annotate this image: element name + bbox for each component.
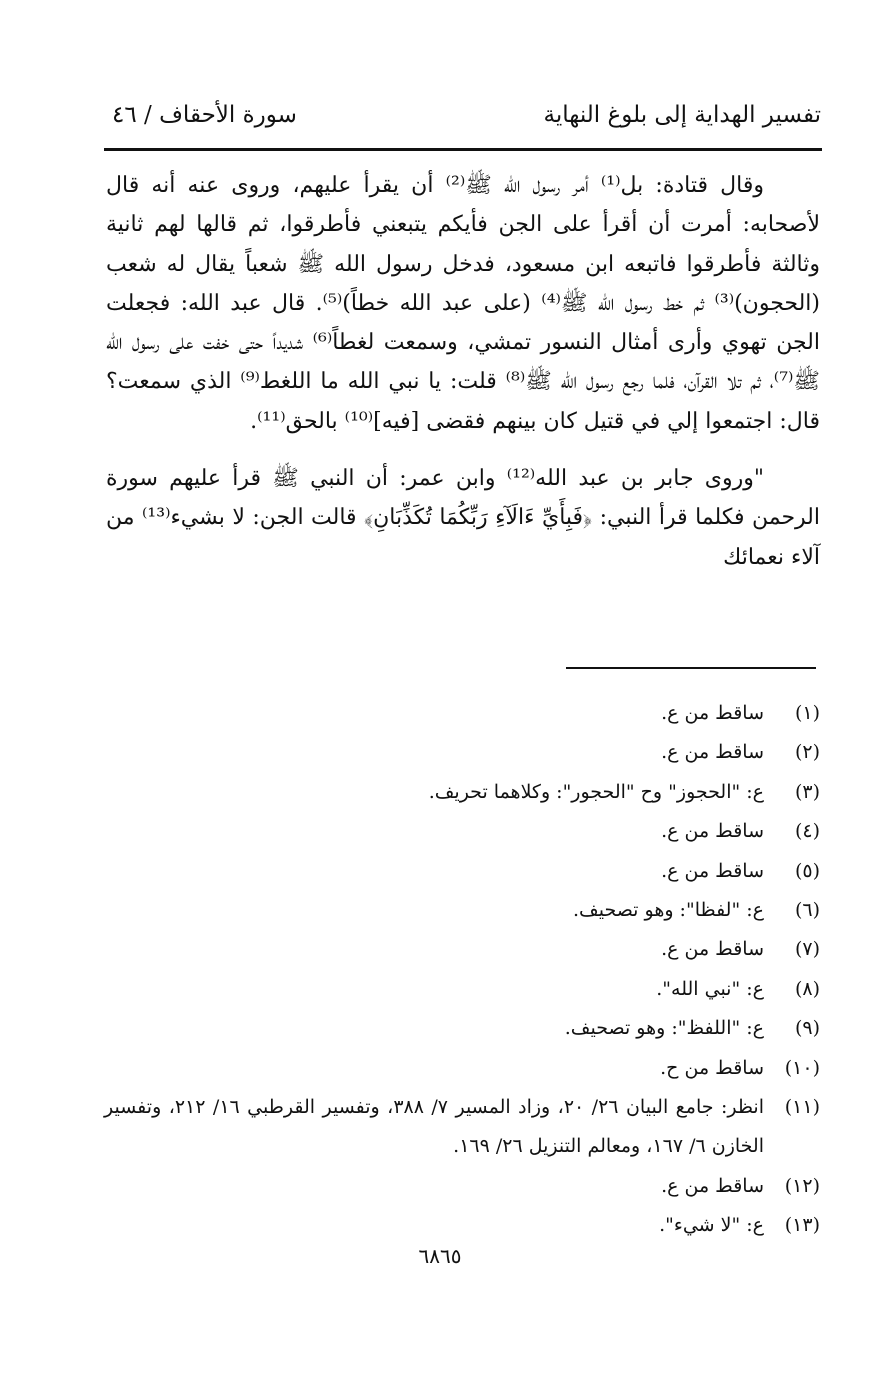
surah-label: سورة الأحقاف / ٤٦	[112, 102, 297, 128]
footnote-text: ع: "الحجوز" وح "الحجور": وكلاهما تحريف.	[428, 780, 764, 803]
footnote-item	[104, 733, 820, 772]
footnote-item	[104, 852, 820, 891]
footnote-text: ع: "لفظا": وهو تصحيف.	[573, 899, 764, 922]
footnote-text: ع: "اللفظ": وهو تصحيف.	[564, 1017, 764, 1040]
footnote-number: (٨)	[794, 977, 820, 1000]
footnote-number: (١)	[794, 702, 820, 724]
footnote-number: (٤)	[794, 820, 820, 843]
footnote-text: ساقط من ع.	[661, 820, 764, 843]
footnote-item	[104, 1206, 820, 1245]
footnote-text: ع: "لا شيء".	[659, 1214, 764, 1237]
footnote-text: ساقط من ح.	[660, 1056, 764, 1079]
footnotes	[104, 694, 820, 1246]
footnote-number: (١٣)	[784, 1214, 820, 1237]
footnote-item	[104, 812, 820, 851]
footnote-number: (٣)	[794, 780, 820, 803]
page-number: ٦٨٦٥	[418, 1244, 462, 1268]
footnote-item	[104, 1049, 820, 1088]
running-header	[100, 96, 825, 136]
footnote-text: ساقط من ع.	[661, 741, 764, 764]
footnote-item	[104, 970, 820, 1009]
footnote-item	[104, 1009, 820, 1048]
footnote-divider	[566, 667, 816, 669]
header-divider	[104, 148, 822, 151]
footnote-item	[104, 1088, 820, 1167]
main-text	[106, 166, 820, 577]
footnote-number: (١٠)	[784, 1056, 820, 1079]
footnote-text: ساقط من ع.	[661, 938, 764, 961]
footnote-number: (٦)	[794, 899, 820, 922]
paragraph-1: وقال قتادة: بل⁽¹⁾ أمر رسول الله ﷺ⁽²⁾ أن يقرأ عليهم، وروى عنه أنه قال لأصحابه: أمرت أن أقرأ على الجن فأيكم يتبعني فأطرقوا، ثم قالها لهم ثانية وثالثة فأطرقوا فاتبعه ابن مسعود، فدخل رسول الله ﷺ شعباً يقال له شعب (الحجون)⁽³⁾ ثم خط رسول الله ﷺ⁽⁴⁾ (على عبد الله خطاً)⁽⁵⁾. قال عبد الله: فجعلت الجن تهوي وأرى أمثال النسور تمشي، وسمعت لغطاً⁽⁶⁾ شديداً حتى خفت على رسول الله ﷺ⁽⁷⁾، ثم تلا القرآن، فلما رجع رسول الله ﷺ⁽⁸⁾ قلت: يا نبي الله ما اللغط⁽⁹⁾ الذي سمعت؟ قال: اجتمعوا إلي في قتيل كان بينهم فقضى [فيه]⁽¹⁰⁾ بالحق⁽¹¹⁾.	[106, 173, 820, 434]
footnote-item	[104, 773, 820, 812]
footnote-text: ساقط من ع.	[661, 859, 764, 882]
footnote-item	[104, 930, 820, 969]
footnote-item	[104, 694, 820, 733]
footnote-item	[104, 1167, 820, 1206]
footnote-text: ع: "نبي الله".	[656, 977, 764, 1000]
footnote-number: (٢)	[794, 741, 820, 764]
footnote-number: (٩)	[794, 1017, 820, 1040]
footnote-text: ساقط من ع.	[661, 1174, 764, 1197]
footnote-number: (٧)	[794, 938, 820, 961]
footnote-number: (١٢)	[784, 1174, 820, 1197]
footnote-text: ساقط من ع.	[661, 702, 764, 724]
footnote-item	[104, 891, 820, 930]
footnote-number: (٥)	[794, 859, 820, 882]
footnote-text: انظر: جامع البيان ٢٦/ ٢٠، وزاد المسير ٧/ ٣٨٨، وتفسير القرطبي ١٦/ ٢١٢، وتفسير الخازن ٦/ ١٦٧، ومعالم التنزيل ٢٦/ ١٦٩.	[104, 1096, 764, 1158]
book-title: تفسير الهداية إلى بلوغ النهاية	[543, 102, 821, 128]
footnote-number: (١١)	[784, 1096, 820, 1119]
paragraph-2: "وروى جابر بن عبد الله⁽¹²⁾ وابن عمر: أن النبي ﷺ قرأ عليهم سورة الرحمن فكلما قرأ النبي: ﴿فَبِأَيِّ ءَالَآءِ رَبِّكُمَا تُكَذِّبَانِ﴾ قالت الجن: لا بشيء⁽¹³⁾ من آلاء نعمائك	[106, 466, 820, 570]
